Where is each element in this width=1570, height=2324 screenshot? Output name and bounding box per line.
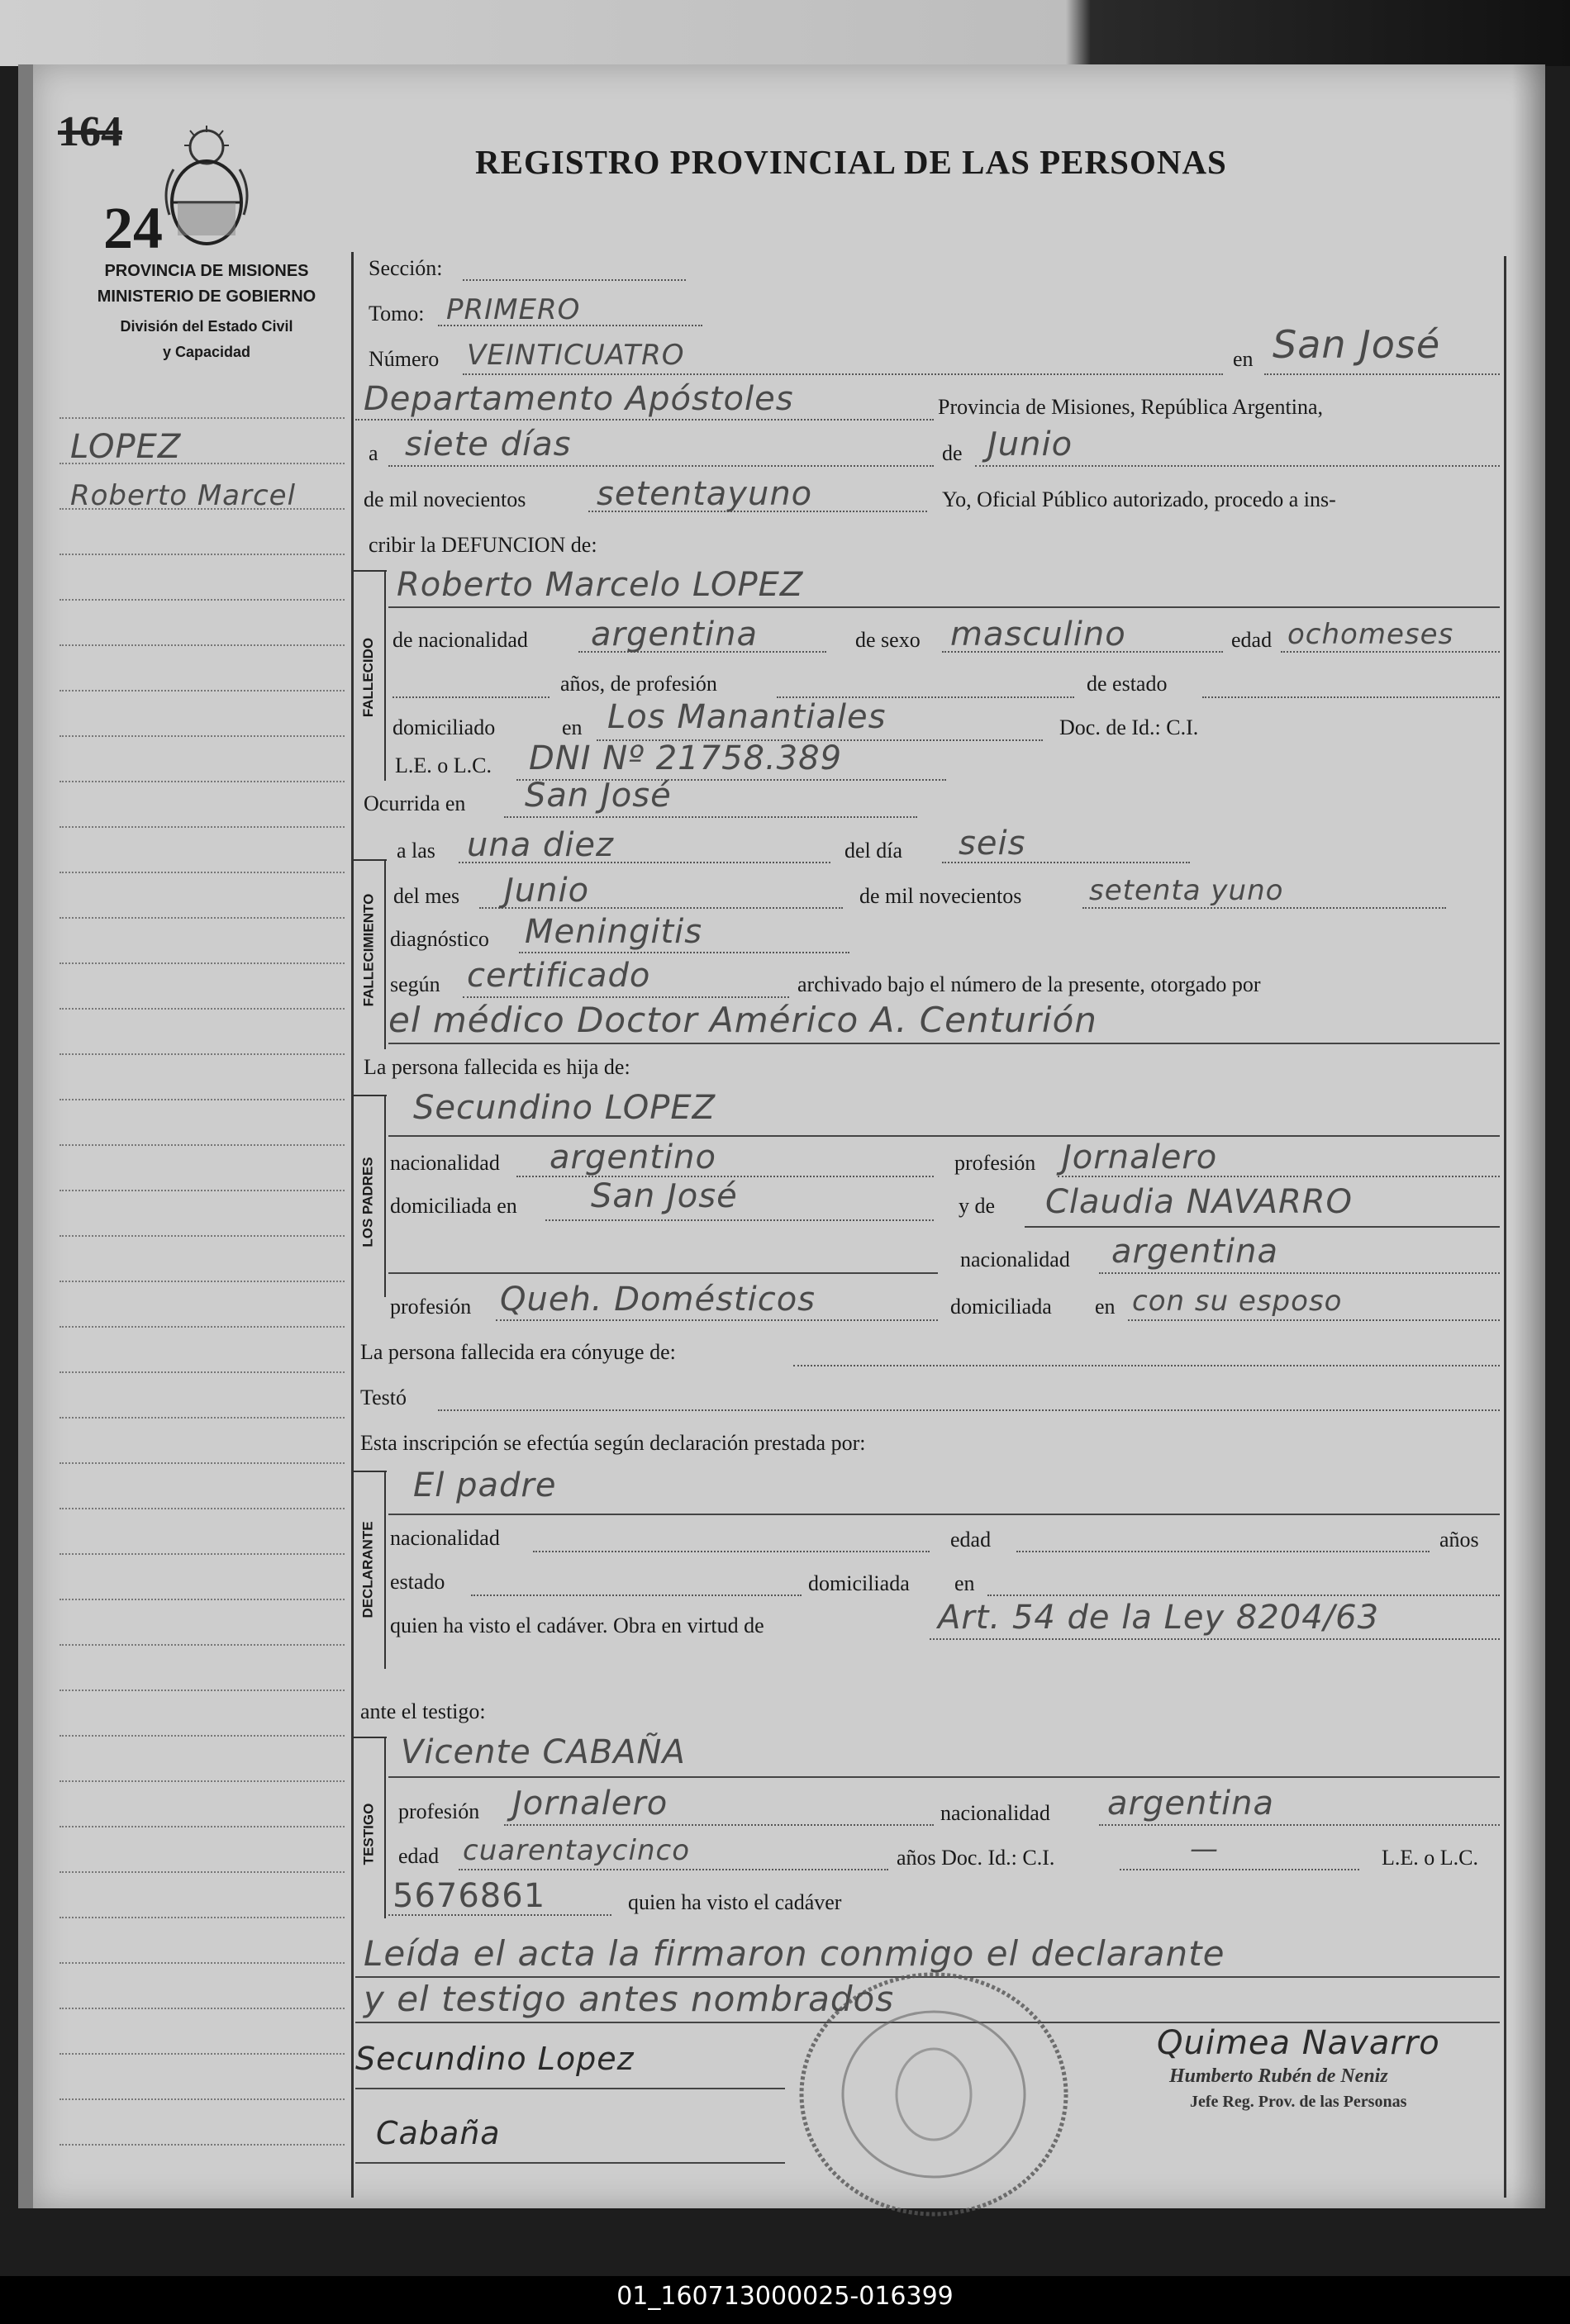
provincia-label: Provincia de Misiones, República Argentina, [938,395,1323,419]
inscribir-label: cribir la DEFUNCION de: [369,533,597,557]
en-label: en [1233,347,1254,371]
cierre-line-2: y el testigo antes nombrados [364,1979,895,2019]
padre-value: Secundino LOPEZ [413,1089,716,1127]
hora-value: una diez [467,826,615,864]
testigo-edad-value: cuarentaycinco [463,1834,690,1867]
del-dia-label: del día [844,839,903,863]
testigo-doc-dash-value: — [1190,1832,1219,1865]
padre-domicilio-value: San José [591,1177,738,1215]
documento-value: DNI Nº 21758.389 [529,739,843,777]
cierre-line-1: Leída el acta la firmaron conmigo el declarante [364,1933,1225,1974]
declarante-en-label: en [954,1571,975,1595]
edad-label: edad [1231,628,1273,652]
doc-id-label: Doc. de Id.: C.I. [1059,715,1199,739]
medico-value: el médico Doctor Américo A. Centurión [388,1000,1097,1040]
padres-label: LOS PADRES [360,1157,377,1248]
testigo-edad-label: edad [398,1844,440,1868]
ocurrida-en-label: Ocurrida en [364,791,466,815]
departamento-value: Departamento Apóstoles [364,380,794,418]
numero-value: VEINTICUATRO [467,339,685,372]
nacionalidad-value: argentina [591,615,758,653]
madre-profesion-label: profesión [390,1295,472,1319]
de-mil-label: de mil novecientos [364,487,526,511]
tomo-value: PRIMERO [446,293,581,326]
madre-en-label: en [1095,1295,1116,1319]
page-number: 24 [103,195,163,261]
capacity-header: y Capacidad [162,344,251,360]
domicilio-value: Los Manantiales [607,698,887,736]
testigo-label: TESTIGO [360,1803,376,1865]
official-title: Jefe Reg. Prov. de las Personas [1190,2093,1407,2111]
de-mil-nov-label: de mil novecientos [859,884,1022,908]
form-right-border [1504,256,1506,2198]
de-nacionalidad-label: de nacionalidad [392,628,528,652]
domiciliada-en-label: domiciliada en [390,1194,517,1218]
testigo-profesion-label: profesión [398,1799,480,1823]
numero-label: Número [369,347,440,371]
madre-domicilio-value: con su esposo [1132,1285,1343,1318]
declarante-label: DECLARANTE [360,1521,377,1618]
declarante-domiciliada-label: domiciliada [808,1571,910,1595]
fallecido-label: FALLECIDO [360,637,376,718]
footer-code: 01_160713000025-016399 [616,2282,954,2311]
margin-surname: LOPEZ [70,428,182,466]
form-left-border [351,252,354,2198]
division-header: División del Estado Civil [120,318,293,335]
domiciliado-label: domiciliado [392,715,496,739]
declarante-value: El padre [413,1466,557,1504]
province-header: PROVINCIA DE MISIONES [104,262,309,280]
archivado-label: archivado bajo el número de la presente, otorgado por [797,972,1261,996]
declarante-nacionalidad-label: nacionalidad [390,1526,500,1550]
yo-oficial-label: Yo, Oficial Público autorizado, procedo a ins- [942,487,1336,511]
segun-label: según [390,972,440,996]
padre-profesion-value: Jornalero [1062,1138,1218,1176]
anos-profesion-label: años, de profesión [560,672,717,696]
edad-value: ochomeses [1287,618,1454,651]
diagnostico-value: Meningitis [525,913,703,951]
inscripcion-label: Esta inscripción se efectúa según declaración prestada por: [360,1431,866,1455]
de-estado-label: de estado [1087,672,1168,696]
signature-left-1: Secundino Lopez [355,2041,635,2077]
ministry-header: MINISTERIO DE GOBIERNO [97,288,316,306]
fallecido-name-value: Roberto Marcelo LOPEZ [397,566,804,604]
anio-fall-value: setenta yuno [1089,874,1284,907]
dias-value: siete días [405,425,572,463]
signature-left-2: Cabaña [376,2115,501,2151]
padre-nacionalidad-label: nacionalidad [390,1151,500,1175]
ocurrida-en-value: San José [525,777,672,815]
de-sexo-label: de sexo [855,628,921,652]
coat-of-arms-icon [161,124,252,248]
madre-value: Claudia NAVARRO [1045,1183,1354,1221]
de-label: de [942,441,963,465]
testigo-nombre-value: Vicente CABAÑA [401,1733,686,1771]
testo-label: Testó [360,1385,407,1409]
en-value: San José [1273,322,1441,367]
top-edge [0,0,1570,66]
official-stamp-icon [793,1966,1074,2222]
declarante-estado-label: estado [390,1570,445,1594]
declarante-edad-label: edad [950,1528,992,1552]
madre-nacionalidad-value: argentina [1111,1233,1278,1271]
mes-fall-value: Junio [504,872,590,910]
a-las-label: a las [397,839,435,863]
hija-de-label: La persona fallecida es hija de: [364,1055,630,1079]
ante-testigo-label: ante el testigo: [360,1699,486,1723]
anio-value: setentayuno [597,475,813,513]
diagnostico-label: diagnóstico [390,927,489,951]
seccion-label: Sección: [369,256,443,280]
segun-value: certificado [467,957,651,995]
madre-profesion-value: Queh. Domésticos [500,1281,816,1319]
anos-doc-label: años Doc. Id.: C.I. [897,1846,1055,1870]
a-label: a [369,441,378,465]
fallecimiento-label: FALLECIMIENTO [360,893,377,1007]
sexo-value: masculino [950,615,1126,653]
le-lc-label: L.E. o L.C. [395,753,492,777]
conyuge-label: La persona fallecida era cónyuge de: [360,1340,676,1364]
madre-nacionalidad-label: nacionalidad [960,1248,1070,1271]
testigo-doc-value: 5676861 [392,1877,546,1915]
mes-value: Junio [987,425,1073,463]
margin-given-name: Roberto Marcel [70,479,297,512]
quien-visto-cadaver-label: quien ha visto el cadáver [628,1890,842,1914]
domiciliado-en-label: en [562,715,583,739]
testigo-nacionalidad-value: argentina [1107,1785,1274,1823]
official-signature: Quimea Navarro [1157,2024,1440,2062]
testigo-profesion-value: Jornalero [512,1785,668,1823]
padre-profesion-label: profesión [954,1151,1036,1175]
testigo-nacionalidad-label: nacionalidad [940,1801,1050,1825]
dia-value: seis [959,825,1026,863]
madre-domiciliada-label: domiciliada [950,1295,1052,1319]
quien-visto-label: quien ha visto el cadáver. Obra en virtud de [390,1613,764,1637]
padre-nacionalidad-value: argentino [550,1138,716,1176]
declarante-anos-label: años [1439,1528,1479,1552]
document-title: REGISTRO PROVINCIAL DE LAS PERSONAS [475,143,1227,181]
del-mes-label: del mes [393,884,460,908]
obra-en-virtud-value: Art. 54 de la Ley 8204/63 [938,1599,1380,1637]
tomo-label: Tomo: [369,302,425,326]
le-o-lc-label: L.E. o L.C. [1382,1846,1478,1870]
official-name: Humberto Rubén de Neniz [1169,2065,1388,2087]
crossed-page-number: 164 [58,108,122,155]
y-de-label: y de [959,1194,996,1218]
